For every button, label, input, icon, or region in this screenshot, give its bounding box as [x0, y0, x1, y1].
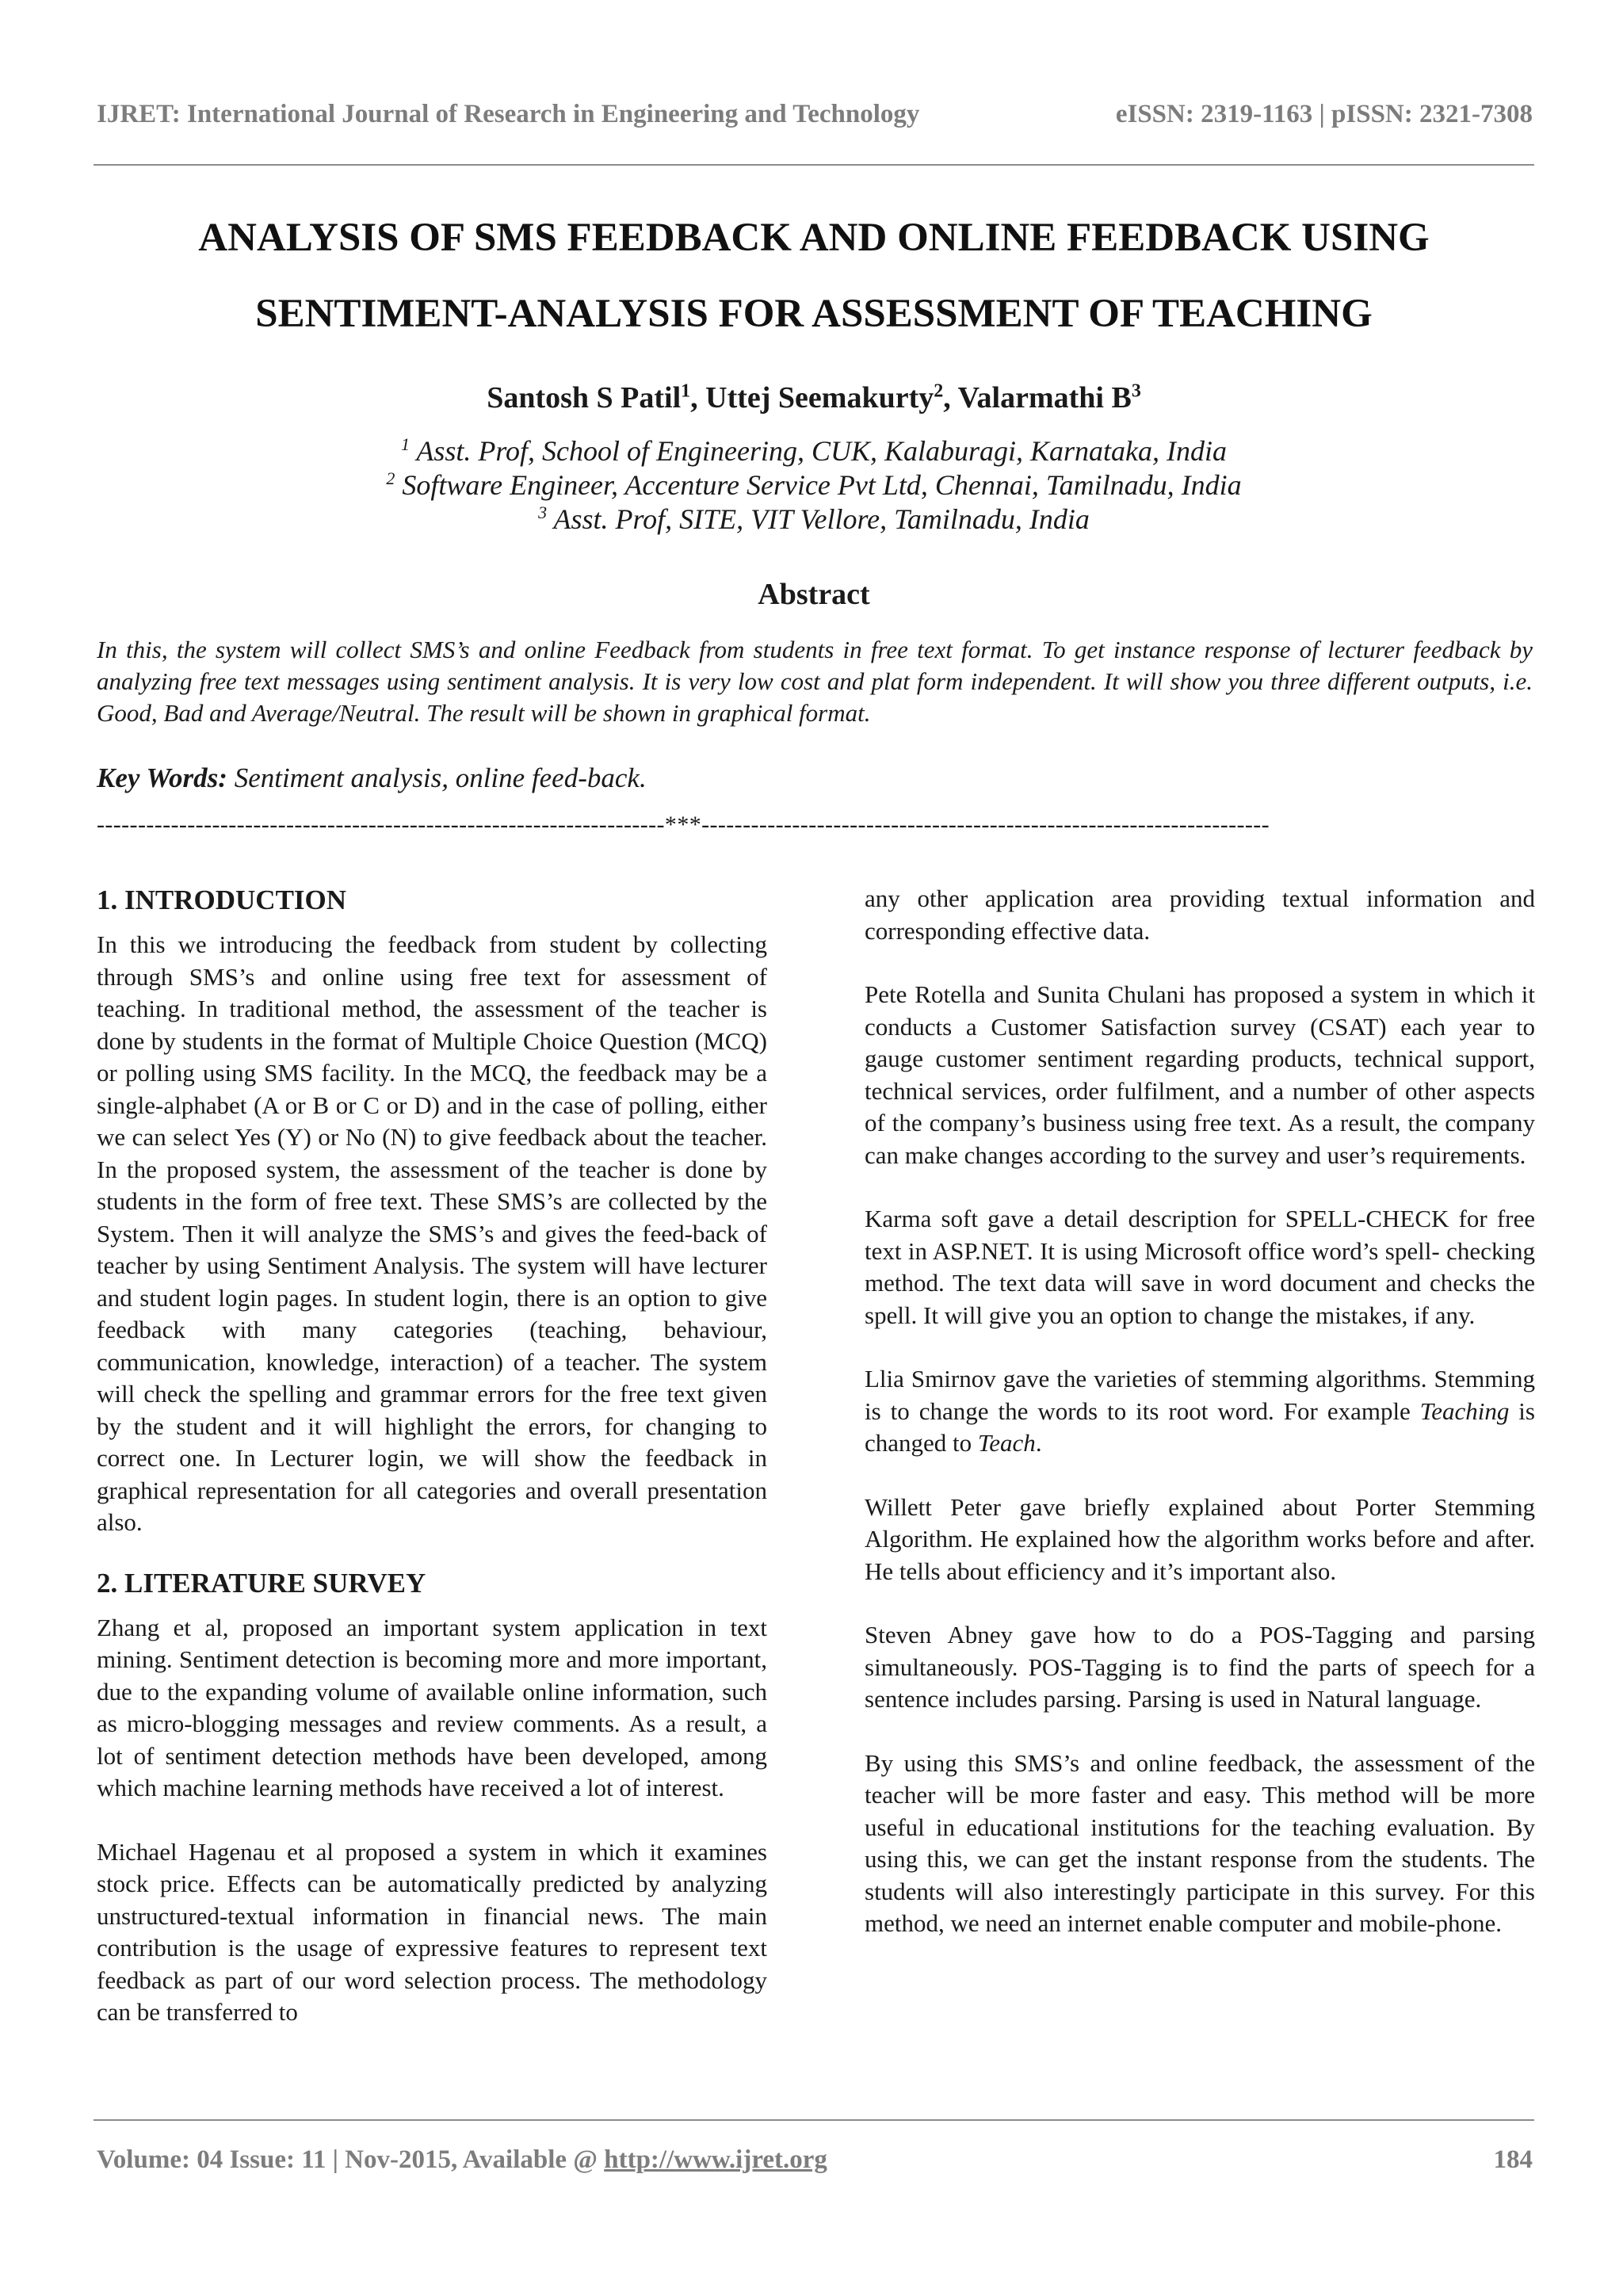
author-name: Santosh S Patil — [487, 381, 682, 415]
paragraph: Willett Peter gave briefly explained about Porter Stemming Algorithm. He explained how the algorithm works before and after. He tells about efficiency and it’s important also. — [865, 1492, 1535, 1585]
emphasis: Teach — [977, 1429, 1036, 1457]
author-sup: 3 — [1131, 380, 1141, 402]
volume-text: Volume: 04 Issue: 11 | Nov-2015, Available @ — [97, 2145, 605, 2174]
title-line-1: ANALYSIS OF SMS FEEDBACK AND ONLINE FEEDBACK USING — [198, 216, 1430, 260]
paragraph: Pete Rotella and Sunita Chulani has proposed a system in which it conducts a Customer Satisfaction survey (CSAT) each year to gauge customer sentiment regarding products, technical support, technical services, order fulfilment, and a number of other aspects of the company’s business using free text. As a result, the company can make changes according to the survey and user’s requirements. — [865, 980, 1535, 1169]
affiliation-sup: 2 — [386, 468, 395, 488]
section-heading-introduction: 1. INTRODUCTION — [97, 884, 347, 915]
section-separator: ---------------------------------------------------------------------***--------------------------------------------------------------------- — [97, 812, 1270, 838]
author-name: Valarmathi B — [957, 381, 1132, 415]
keywords-text: Sentiment analysis, online feed-back. — [227, 762, 647, 793]
affiliation-sup: 1 — [400, 434, 410, 454]
journal-url-link[interactable]: http://www.ijret.org — [604, 2145, 827, 2174]
text-run: is changed to — [865, 1396, 1535, 1457]
keywords-label: Key Words: — [97, 762, 227, 793]
affiliation-2 — [94, 468, 1534, 502]
author-list — [94, 379, 1534, 417]
author-sep: , — [943, 381, 958, 415]
emphasis: Teaching — [1419, 1396, 1510, 1425]
right-column — [865, 883, 1535, 1972]
author-sep: , — [690, 381, 706, 415]
paragraph: Karma soft gave a detail description for SPELL-CHECK for free text in ASP.NET. It is using Microsoft office word’s spell- checking method. The text data will save in word document and checks the spell. It will give you an option to change the mistakes, if any. — [865, 1205, 1535, 1329]
page-number: 184 — [1493, 2145, 1533, 2174]
affiliation-text: Software Engineer, Accenture Service Pvt Ltd, Chennai, Tamilnadu, India — [402, 469, 1242, 501]
affiliations — [94, 434, 1534, 537]
paragraph: Michael Hagenau et al proposed a system in which it examines stock price. Effects can be automatically predicted by analyzing unstructured-textual information in financial news. The main contribution is the usage of expressive features to represent text feedback as part of our word selection process. The methodology can be transferred to — [97, 1837, 767, 2026]
issn: eISSN: 2319-1163 | pISSN: 2321-7308 — [1115, 100, 1533, 128]
affiliation-text: Asst. Prof, School of Engineering, CUK, Kalaburagi, Karnataka, India — [416, 435, 1228, 467]
running-header — [97, 100, 1533, 129]
section-heading-literature-survey: 2. LITERATURE SURVEY — [97, 1567, 426, 1599]
running-footer — [97, 2145, 1533, 2175]
author-sup: 1 — [681, 380, 691, 402]
author-sup: 2 — [934, 380, 944, 402]
author-name: Uttej Seemakurty — [705, 381, 934, 415]
paragraph: By using this SMS’s and online feedback, the assessment of the teacher will be more faster and easy. This method will be more useful in educational institutions for the teaching evaluation. By using this, we can get the instant response from the students. The students will also interestingly participate in this survey. For this method, we need an internet enable computer and mobile-phone. — [865, 1748, 1535, 1937]
paragraph: any other application area providing textual information and corresponding effective data. — [865, 884, 1535, 945]
paper-title — [94, 200, 1534, 352]
paragraph — [865, 1363, 1535, 1460]
footer-rule — [94, 2119, 1534, 2121]
text-run: Llia Smirnov gave the varieties of stemming algorithms. Stemming is to change the words to its root word. For example — [865, 1365, 1535, 1425]
paragraph: Steven Abney gave how to do a POS-Tagging and parsing simultaneously. POS-Tagging is to find the parts of speech for a sentence includes parsing. Parsing is used in Natural language. — [865, 1621, 1535, 1713]
paragraph: In this we introducing the feedback from student by collecting through SMS’s and online using free text for assessment of teaching. In traditional method, the assessment of the teacher is done by students in the format of Multiple Choice Question (MCQ) or polling using SMS facility. In the MCQ, the feedback may be a single-alphabet (A or B or C or D) and in the case of polling, either we can select Yes (Y) or No (N) to give feedback about the teacher. In the proposed system, the assessment of the teacher is done by students in the form of free text. These SMS’s are collected by the System. Then it will analyze the SMS’s and gives the feed-back of teacher by using Sentiment Analysis. The system will have lecturer and student login pages. In student login, there is an option to give feedback with many categories (teaching, behaviour, communication, knowledge, interaction) of a teacher. The system will check the spelling and grammar errors for the free text given by the student and it will highlight the errors, for changing to correct one. In Lecturer login, we will show the feedback in graphical representation for all categories and overall presentation also. — [97, 930, 767, 1536]
header-rule — [94, 164, 1534, 166]
keywords — [97, 761, 1533, 796]
affiliation-3 — [94, 502, 1534, 537]
volume-info — [97, 2145, 827, 2175]
text-run: . — [1035, 1429, 1042, 1457]
abstract-text: In this, the system will collect SMS’s and online Feedback from students in free text format. To get instance response of lecturer feedback by analyzing free text messages using sentiment analysis. It is very low cost and plat form independent. It will show you three different outputs, i.e. Good, Bad and Average/Neutral. The result will be shown in graphical format. — [97, 636, 1533, 727]
abstract-heading: Abstract — [758, 578, 870, 611]
journal-name: IJRET: International Journal of Research in Engineering and Technology — [97, 100, 920, 128]
title-line-2: SENTIMENT-ANALYSIS FOR ASSESSMENT OF TEACHING — [255, 292, 1373, 336]
left-column — [97, 883, 767, 2061]
paragraph: Zhang et al, proposed an important system application in text mining. Sentiment detection is becoming more and more important, due to the expanding volume of available online information, such as micro-blogging messages and review comments. As a result, a lot of sentiment detection methods have been developed, among which machine learning methods have received a lot of interest. — [97, 1613, 767, 1801]
affiliation-1 — [94, 434, 1534, 468]
affiliation-text: Asst. Prof, SITE, VIT Vellore, Tamilnadu, India — [553, 503, 1090, 535]
affiliation-sup: 3 — [538, 502, 548, 522]
